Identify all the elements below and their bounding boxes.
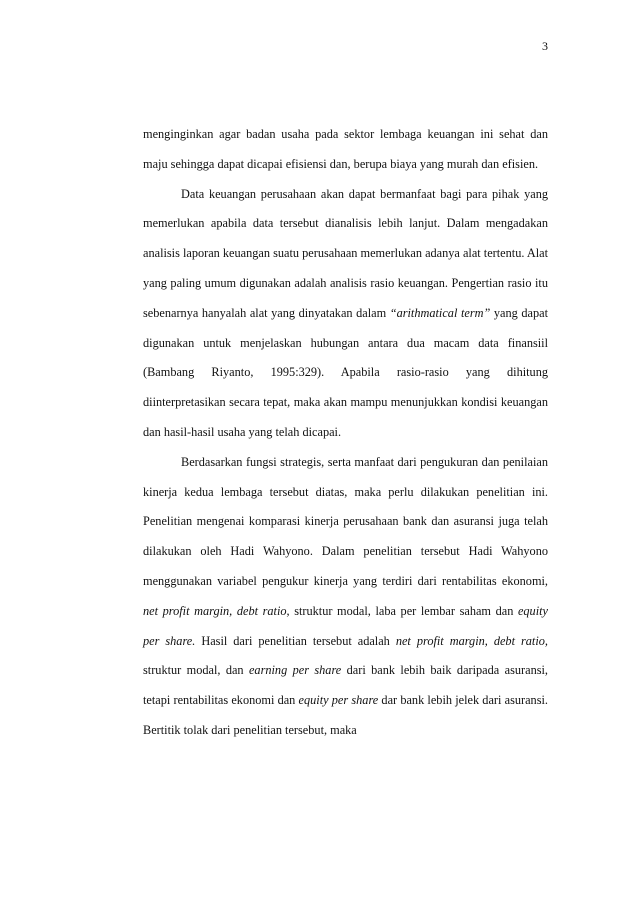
page-number: 3 bbox=[542, 39, 548, 53]
text-run: Data keuangan perusahaan akan dapat bermanfaat bagi para pihak yang memerlukan apabila data tersebut dianalisis lebih lanjut. Dalam mengadakan analisis laporan keuangan suatu perusahaan memerlukan adanya alat tertentu. Alat yang paling umum digunakan adalah analisis rasio keuangan. Pengertian rasio itu sebenarnya hanyalah alat yang dinyatakan dalam bbox=[143, 186, 548, 320]
italic-term: “arithmatical term” bbox=[389, 305, 491, 320]
italic-term: net profit margin, debt ratio, bbox=[395, 633, 548, 648]
italic-term: net profit margin, debt ratio, bbox=[143, 603, 290, 618]
paragraph bbox=[143, 448, 548, 746]
paragraph bbox=[143, 180, 548, 448]
text-run: yang dapat digunakan untuk menjelaskan hubungan antara dua macam data finansiil (Bambang Riyanto, 1995:329). Apabila rasio-rasio yang dihitung diinterpretasikan secara tepat, maka akan mampu menunjukkan kondisi keuangan dan hasil-hasil usaha yang telah dicapai. bbox=[143, 305, 548, 439]
italic-term: earning per share bbox=[248, 663, 342, 678]
text-run: dar bank lebih jelek dari asuransi. Bertitik tolak dari penelitian tersebut, maka bbox=[143, 693, 548, 737]
italic-term: equity per share bbox=[298, 693, 379, 708]
body-text bbox=[143, 120, 548, 746]
text-run: dari bank lebih baik daripada asuransi, tetapi rentabilitas ekonomi dan bbox=[143, 663, 548, 708]
text-run: menginginkan agar badan usaha pada sektor lembaga keuangan ini sehat dan maju sehingga dapat dicapai efisiensi dan, berupa biaya yang murah dan efisien. bbox=[143, 127, 548, 171]
text-run: struktur modal, laba per lembar saham dan bbox=[289, 603, 518, 618]
text-run: Hasil dari penelitian tersebut adalah bbox=[195, 633, 396, 648]
italic-term: equity per share. bbox=[143, 603, 548, 648]
text-run: Berdasarkan fungsi strategis, serta manfaat dari pengukuran dan penilaian kinerja kedua lembaga tersebut diatas, maka perlu dilakukan penelitian ini. Penelitian mengenai komparasi kinerja perusahaan bank dan asuransi juga telah dilakukan oleh Hadi Wahyono. Dalam penelitian tersebut Hadi Wahyono menggunakan variabel pengukur kinerja yang terdiri dari rentabilitas ekonomi, bbox=[143, 454, 548, 588]
text-run: struktur modal, dan bbox=[143, 663, 249, 678]
paragraph bbox=[143, 120, 548, 180]
